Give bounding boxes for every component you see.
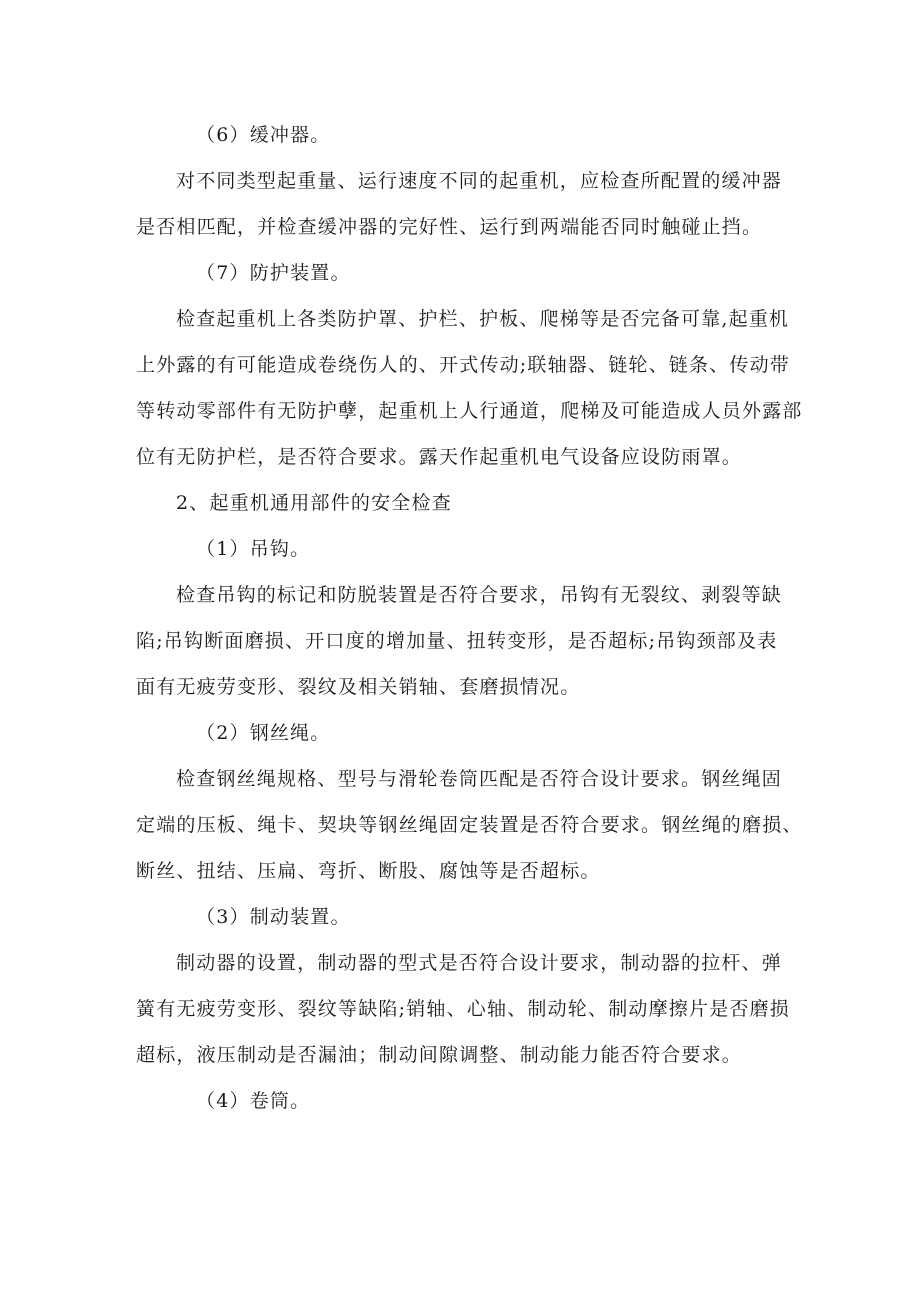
document-content xyxy=(136,112,803,1124)
paragraph-line: 制动器的设置，制动器的型式是否符合设计要求，制动器的拉杆、弹 xyxy=(176,952,783,974)
paragraph-line: 上外露的有可能造成卷绕伤人的、开式传动;联轴器、链轮、链条、传动带 xyxy=(136,354,791,376)
subheading-drum: （4）卷筒。 xyxy=(196,1090,311,1112)
section-heading: 2、起重机通用部件的安全检查 xyxy=(176,492,452,514)
paragraph-line: 陷;吊钩断面磨损、开口度的增加量、扭转变形，是否超标;吊钩颈部及表 xyxy=(136,630,778,652)
paragraph-line: 超标，液压制动是否漏油；制动间隙调整、制动能力能否符合要求。 xyxy=(136,1044,743,1066)
paragraph-guard xyxy=(136,296,803,480)
subheading-buffer: （6）缓冲器。 xyxy=(196,124,331,146)
paragraph-wire-rope xyxy=(136,756,803,894)
paragraph-line: 断丝、扭结、压扁、弯折、断股、腐蚀等是否超标。 xyxy=(136,860,601,882)
paragraph-line: 检查钢丝绳规格、型号与滑轮卷筒匹配是否符合设计要求。钢丝绳固 xyxy=(176,768,783,790)
paragraph-line: 面有无疲劳变形、裂纹及相关销轴、套磨损情况。 xyxy=(136,676,581,698)
paragraph-line: 位有无防护栏，是否符合要求。露天作起重机电气设备应设防雨罩。 xyxy=(136,446,743,468)
subheading-wire-rope: （2）钢丝绳。 xyxy=(196,722,331,744)
paragraph-line: 对不同类型起重量、运行速度不同的起重机，应检查所配置的缓冲器 xyxy=(176,170,783,192)
paragraph-line: 是否相匹配，并检查缓冲器的完好性、运行到两端能否同时触碰止挡。 xyxy=(136,216,763,238)
paragraph-brake xyxy=(136,940,796,1078)
paragraph-buffer xyxy=(136,158,796,250)
paragraph-line: 等转动零部件有无防护孽，起重机上人行通道，爬梯及可能造成人员外露部 xyxy=(136,400,803,422)
paragraph-line: 簧有无疲劳变形、裂纹等缺陷;销轴、心轴、制动轮、制动摩擦片是否磨损 xyxy=(136,998,791,1020)
paragraph-line: 定端的压板、绳卡、契块等钢丝绳固定装置是否符合要求。钢丝绳的磨损、 xyxy=(136,814,803,836)
subheading-brake: （3）制动装置。 xyxy=(196,906,351,928)
paragraph-hook xyxy=(136,572,796,710)
paragraph-line: 检查吊钩的标记和防脱装置是否符合要求，吊钩有无裂纹、剥裂等缺 xyxy=(176,584,783,606)
subheading-hook: （1）吊钩。 xyxy=(196,538,311,560)
paragraph-line: 检查起重机上各类防护罩、护栏、护板、爬梯等是否完备可靠,起重机 xyxy=(176,308,790,330)
subheading-guard: （7）防护装置。 xyxy=(196,262,351,284)
